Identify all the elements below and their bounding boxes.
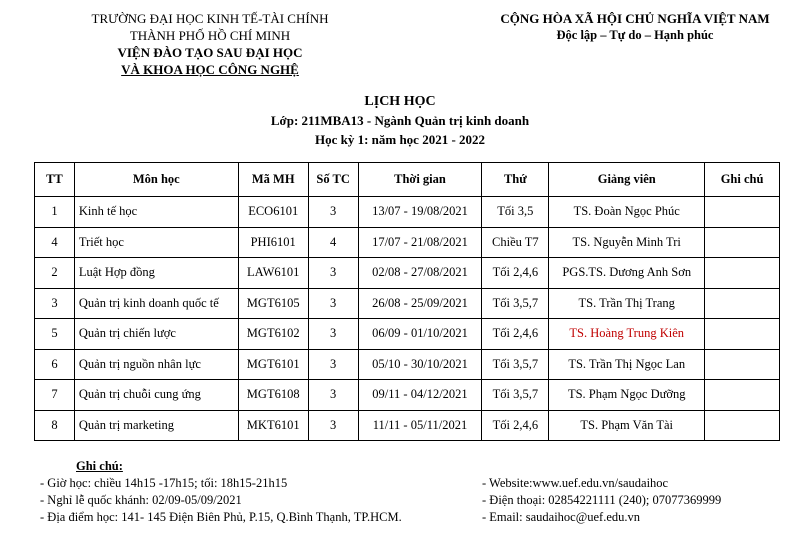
cell-note (705, 410, 780, 441)
cell-code: MGT6102 (238, 319, 308, 350)
col-header-time: Thời gian (358, 163, 482, 197)
contact-block (482, 475, 721, 526)
contact-phone: - Điện thoại: 02854221111 (240); 07077369999 (482, 493, 722, 507)
col-header-day: Thứ (482, 163, 549, 197)
col-header-lecturer: Giảng viên (549, 163, 705, 197)
cell-tt: 5 (35, 319, 75, 350)
notes-location: - Địa điểm học: 141- 145 Điện Biên Phủ, P.15, Q.Bình Thạnh, TP.HCM. (40, 510, 402, 524)
cell-day: Tối 2,4,6 (482, 258, 549, 289)
cell-credits: 3 (308, 410, 358, 441)
table-header-row (35, 163, 780, 197)
cell-day: Chiều T7 (482, 227, 549, 258)
cell-time: 17/07 - 21/08/2021 (358, 227, 482, 258)
table-row (35, 197, 780, 228)
cell-note (705, 258, 780, 289)
cell-subject: Quản trị nguồn nhân lực (74, 349, 238, 380)
contact-website[interactable]: - Website:www.uef.edu.vn/saudaihoc (482, 476, 669, 490)
cell-time: 13/07 - 19/08/2021 (358, 197, 482, 228)
table-row (35, 227, 780, 258)
document-title: LỊCH HỌC (364, 94, 436, 109)
cell-code: ECO6101 (238, 197, 308, 228)
cell-code: MKT6101 (238, 410, 308, 441)
table-row (35, 380, 780, 411)
cell-time: 11/11 - 05/11/2021 (358, 410, 482, 441)
university-name: TRƯỜNG ĐẠI HỌC KINH TẾ-TÀI CHÍNH (91, 11, 329, 26)
cell-credits: 3 (308, 288, 358, 319)
cell-tt: 3 (35, 288, 75, 319)
notes-holiday: - Nghỉ lễ quốc khánh: 02/09-05/09/2021 (40, 493, 242, 507)
cell-day: Tối 3,5,7 (482, 380, 549, 411)
cell-tt: 6 (35, 349, 75, 380)
cell-tt: 8 (35, 410, 75, 441)
table-row (35, 349, 780, 380)
institute-name: VIỆN ĐÀO TẠO SAU ĐẠI HỌC (117, 45, 303, 60)
cell-tt: 7 (35, 380, 75, 411)
cell-subject: Luật Hợp đồng (74, 258, 238, 289)
cell-credits: 4 (308, 227, 358, 258)
cell-credits: 3 (308, 349, 358, 380)
cell-note (705, 197, 780, 228)
cell-credits: 3 (308, 197, 358, 228)
cell-lecturer: PGS.TS. Dương Anh Sơn (549, 258, 705, 289)
cell-lecturer: TS. Nguyễn Minh Tri (549, 227, 705, 258)
cell-time: 05/10 - 30/10/2021 (358, 349, 482, 380)
cell-lecturer: TS. Phạm Ngọc Dưỡng (549, 380, 705, 411)
cell-code: MGT6108 (238, 380, 308, 411)
cell-lecturer-highlighted: TS. Hoàng Trung Kiên (549, 319, 705, 350)
col-header-code: Mã MH (238, 163, 308, 197)
country-name: CỘNG HÒA XÃ HỘI CHỦ NGHĨA VIỆT NAM (500, 11, 770, 26)
cell-tt: 2 (35, 258, 75, 289)
cell-time: 09/11 - 04/12/2021 (358, 380, 482, 411)
cell-day: Tối 2,4,6 (482, 319, 549, 350)
cell-day: Tối 3,5,7 (482, 288, 549, 319)
cell-subject: Quản trị chuỗi cung ứng (74, 380, 238, 411)
col-header-credits: Số TC (308, 163, 358, 197)
col-header-tt: TT (35, 163, 75, 197)
cell-note (705, 319, 780, 350)
document-title-block (0, 92, 800, 149)
cell-time: 02/08 - 27/08/2021 (358, 258, 482, 289)
table-row (35, 258, 780, 289)
table-row (35, 319, 780, 350)
cell-subject: Quản trị kinh doanh quốc tế (74, 288, 238, 319)
notes-title: Ghi chú: (76, 459, 123, 473)
cell-time: 06/09 - 01/10/2021 (358, 319, 482, 350)
cell-time: 26/08 - 25/09/2021 (358, 288, 482, 319)
cell-lecturer: TS. Đoàn Ngọc Phúc (549, 197, 705, 228)
cell-tt: 1 (35, 197, 75, 228)
cell-tt: 4 (35, 227, 75, 258)
cell-note (705, 288, 780, 319)
national-header (470, 10, 800, 44)
cell-note (705, 227, 780, 258)
institution-header (30, 10, 390, 78)
cell-lecturer: TS. Trần Thị Ngọc Lan (549, 349, 705, 380)
cell-code: LAW6101 (238, 258, 308, 289)
institute-name-2: VÀ KHOA HỌC CÔNG NGHỆ (121, 62, 299, 77)
cell-credits: 3 (308, 380, 358, 411)
cell-credits: 3 (308, 258, 358, 289)
cell-code: PHI6101 (238, 227, 308, 258)
term-line: Học kỳ 1: năm học 2021 - 2022 (314, 132, 486, 147)
notes-class-hours: - Giờ học: chiều 14h15 -17h15; tối: 18h15-21h15 (40, 476, 288, 490)
class-line: Lớp: 211MBA13 - Ngành Quản trị kinh doanh (270, 113, 530, 128)
cell-subject: Triết học (74, 227, 238, 258)
col-header-subject: Môn học (74, 163, 238, 197)
schedule-table (34, 162, 780, 441)
cell-lecturer: TS. Trần Thị Trang (549, 288, 705, 319)
cell-code: MGT6101 (238, 349, 308, 380)
cell-subject: Quản trị chiến lược (74, 319, 238, 350)
col-header-note: Ghi chú (705, 163, 780, 197)
cell-note (705, 380, 780, 411)
city-name: THÀNH PHỐ HỒ CHÍ MINH (129, 28, 291, 43)
cell-day: Tối 3,5,7 (482, 349, 549, 380)
cell-note (705, 349, 780, 380)
cell-code: MGT6105 (238, 288, 308, 319)
cell-lecturer: TS. Phạm Văn Tài (549, 410, 705, 441)
cell-credits: 3 (308, 319, 358, 350)
notes-block (40, 458, 402, 526)
contact-email[interactable]: - Email: saudaihoc@uef.edu.vn (482, 510, 640, 524)
cell-subject: Kinh tế học (74, 197, 238, 228)
motto: Độc lập – Tự do – Hạnh phúc (556, 28, 714, 42)
table-row (35, 288, 780, 319)
cell-day: Tối 3,5 (482, 197, 549, 228)
cell-day: Tối 2,4,6 (482, 410, 549, 441)
cell-subject: Quản trị marketing (74, 410, 238, 441)
table-row (35, 410, 780, 441)
